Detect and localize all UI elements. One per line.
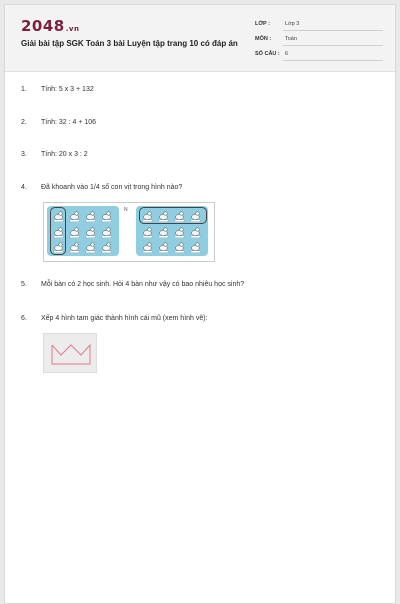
question-number: 5.	[21, 281, 27, 288]
ducks-figure	[43, 202, 215, 262]
meta-underline	[283, 30, 383, 31]
page-title: Giải bài tập SGK Toán 3 bài Luyện tập trang 10 có đáp án	[21, 39, 238, 48]
meta-underline	[283, 45, 383, 46]
question-number: 3.	[21, 151, 27, 158]
duck-icon	[69, 209, 80, 221]
meta-underline	[283, 60, 383, 61]
panel-separator: N	[124, 207, 128, 213]
site-logo[interactable]	[21, 17, 79, 35]
meta-label: SỐ CÂU :	[255, 51, 280, 57]
duck-icon	[190, 225, 201, 237]
question-text: Mỗi bàn có 2 học sinh. Hỏi 4 bàn như vậy có bao nhiêu học sinh?	[41, 281, 245, 288]
duck-icon	[85, 240, 96, 252]
question-text: Đã khoanh vào 1/4 số con vịt trong hình nào?	[41, 184, 183, 191]
duck-icon	[158, 240, 169, 252]
ducks-panel-left	[47, 206, 119, 256]
question-number: 1.	[21, 86, 27, 93]
meta-count	[255, 51, 383, 63]
duck-icon	[101, 209, 112, 221]
meta-value: Lớp 3	[285, 21, 300, 27]
selection-ring	[139, 207, 207, 224]
duck-icon	[142, 240, 153, 252]
crown-drawing	[44, 334, 96, 372]
meta-value: Toán	[285, 36, 297, 42]
meta-label: LỚP :	[255, 21, 270, 27]
crown-figure	[43, 333, 97, 373]
duck-icon	[190, 240, 201, 252]
question-text: Tính: 20 x 3 : 2	[41, 151, 88, 158]
ducks-panel-right	[136, 206, 208, 256]
duck-icon	[101, 225, 112, 237]
question-number: 6.	[21, 315, 27, 322]
meta-label: MÔN :	[255, 36, 272, 42]
meta-value: 6	[285, 51, 289, 57]
duck-icon	[142, 225, 153, 237]
question-number: 4.	[21, 184, 27, 191]
logo-suffix: .vn	[65, 25, 80, 33]
question-text: Xếp 4 hình tam giác thành hình cái mũ (xem hình vẽ):	[41, 315, 208, 322]
duck-icon	[85, 225, 96, 237]
duck-icon	[69, 225, 80, 237]
question-text: Tính: 5 x 3 + 132	[41, 86, 94, 93]
duck-icon	[158, 225, 169, 237]
duck-icon	[101, 240, 112, 252]
duck-icon	[174, 240, 185, 252]
duck-icon	[85, 209, 96, 221]
duck-icon	[69, 240, 80, 252]
meta-grade	[255, 21, 383, 33]
selection-ring	[50, 207, 66, 255]
question-number: 2.	[21, 119, 27, 126]
duck-icon	[174, 225, 185, 237]
worksheet-page	[4, 4, 396, 604]
logo-main: 2048	[21, 17, 65, 35]
question-text: Tính: 32 : 4 + 106	[41, 119, 97, 126]
meta-subject	[255, 36, 383, 48]
worksheet-header	[5, 5, 395, 72]
crown-outline	[52, 345, 90, 364]
